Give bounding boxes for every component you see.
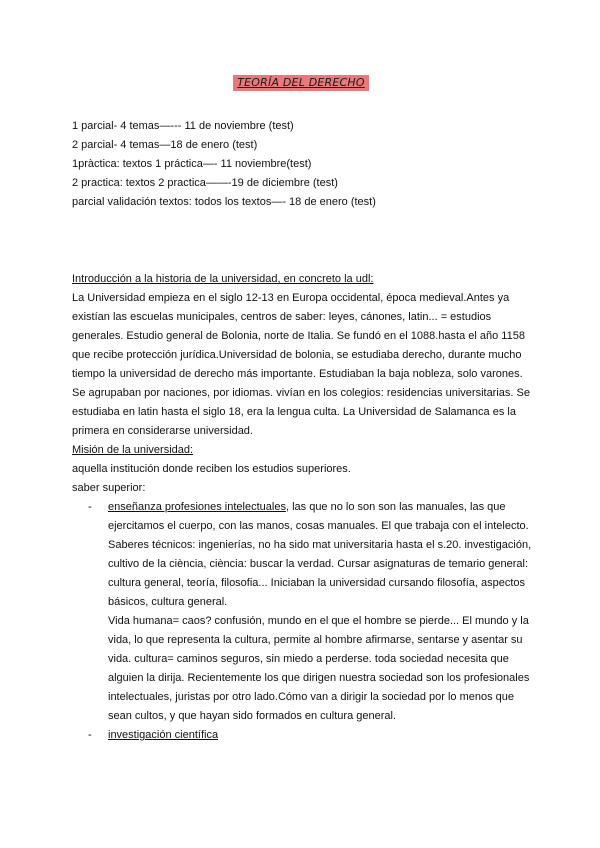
mision-line: aquella institución donde reciben los estudios superiores. [72,463,351,475]
bullet-dash: - [88,729,92,741]
mision-heading: Misión de la universidad: [72,444,194,456]
intro-heading: Introducción a la historia de la universidad, en concreto la udl: [72,273,374,285]
document-body [72,270,534,745]
document-title: TEORÍA DEL DERECHO [233,75,369,91]
bullet-dash: - [88,501,92,513]
exam-schedule [72,117,542,212]
mision-bullet-list [72,498,534,745]
schedule-line: 1 parcial- 4 temas—--- 11 de noviembre (test) [72,120,294,132]
bullet-text [108,498,534,612]
bullet-title: enseñanza profesiones intelectuales [108,501,286,513]
schedule-line: parcial validación textos: todos los textos—- 18 de enero (test) [72,196,376,208]
schedule-line: 2 parcial- 4 temas—18 de enero (test) [72,139,258,151]
title-container [0,73,600,91]
bullet-body: , las que no lo son son las manuales, las que ejercitamos el cuerpo, con las manos, cosas manuales. El que trabaja con el intelecto. Saberes técnicos: ingenierías, no ha sido mat universitaria hasta el s.20. investigación, cultivo de la ciència, ciència: buscar la verdad. Cursar asignaturas de temario general: cultura general, teoría, filosofia... Iniciaban la universidad cursando filosofía, aspectos básicos, cultura general. [108,501,532,608]
bullet-item [72,726,534,745]
schedule-line: 2 practica: textos 2 practica——-19 de diciembre (test) [72,177,338,189]
mision-line: saber superior: [72,482,146,494]
intro-paragraph: La Universidad empieza en el siglo 12-13 en Europa occidental, época medieval.Antes ya existían las escuelas municipales, centros de saber: leyes, cánones, latin... = estudios generales. Estudio general de Bolonia, norte de Italia. Se fundó en el 1088.hasta el año 1158 que recibe protección jurídica.Universidad de bolonia, se estudiaba derecho, durante mucho tiempo la universidad de derecho más importante. Estudiaban la baja nobleza, solo varones. Se agrupaban por naciones, por idiomas. vivían en los colegios: residencias universitarias. Se estudiaba en latin hasta el siglo 18, era la lengua culta. La Universidad de Salamanca es la primera en considerarse universidad. [72,292,530,437]
bullet-continuation: Vida humana= caos? confusión, mundo en el que el hombre se pierde... El mundo y la vida, lo que representa la cultura, permite al hombre afirmarse, sentarse y asentar su vida. cultura= caminos seguros, sin miedo a perderse. toda sociedad necesita que alguien la dirija. Recientemente los que dirigen nuestra sociedad son los profesionales intelectuales, juristas por otro lado.Cómo van a dirigir la sociedad por lo menos que sean cultos, y que hayan sido formados en cultura general. [108,615,530,722]
schedule-line: 1pràctica: textos 1 práctica—- 11 noviembre(test) [72,158,312,170]
bullet-title: investigación científica [108,729,219,741]
bullet-text [108,726,534,745]
bullet-item [72,498,534,726]
